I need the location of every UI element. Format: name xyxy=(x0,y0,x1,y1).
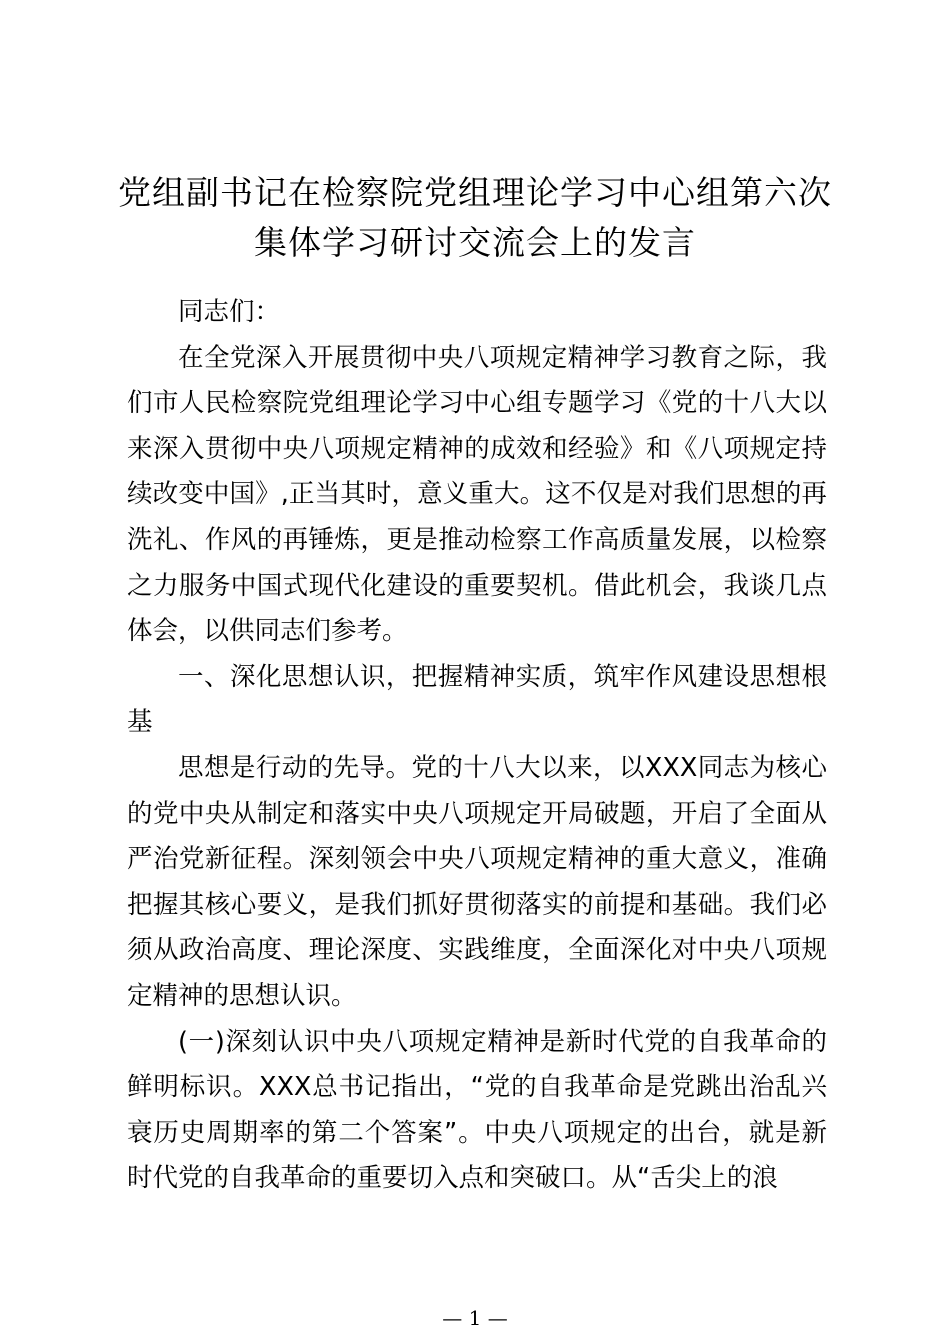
page-number: — 1 — xyxy=(442,1306,508,1330)
section-heading-1: 一、深化思想认识，把握精神实质，筑牢作风建设思想根基 xyxy=(127,661,827,738)
body-paragraph: 思想是行动的先导。党的十八大以来，以XXX同志为核心的党中央从制定和落实中央八项规定开局破题，开启了全面从严治党新征程。深刻领会中央八项规定精神的重大意义，准确把握其核心要义，是我们抓好贯彻落实的前提和基础。我们必须从政治高度、理论深度、实践维度，全面深化对中央八项规定精神的思想认识。 xyxy=(127,752,827,1011)
subsection-paragraph-1: (一)深刻认识中央八项规定精神是新时代党的自我革命的鲜明标识。XXX总书记指出，“党的自我革命是党跳出治乱兴衰历史周期率的第二个答案”。中央八项规定的出台，就是新时代党的自我革命的重要切入点和突破口。从“舌尖上的浪 xyxy=(127,1026,827,1194)
document-body xyxy=(127,290,827,1202)
intro-paragraph: 在全党深入开展贯彻中央八项规定精神学习教育之际，我们市人民检察院党组理论学习中心组专题学习《党的十八大以来深入贯彻中央八项规定精神的成效和经验》和《八项规定持续改变中国》,正当其时，意义重大。这不仅是对我们思想的再洗礼、作风的再锤炼，更是推动检察工作高质量发展，以检察之力服务中国式现代化建设的重要契机。借此机会，我谈几点体会，以供同志们参考。 xyxy=(127,342,827,647)
salutation-paragraph: 同志们： xyxy=(178,297,281,327)
document-title: 党组副书记在检察院党组理论学习中心组第六次集体学习研讨交流会上的发言 xyxy=(118,173,832,262)
